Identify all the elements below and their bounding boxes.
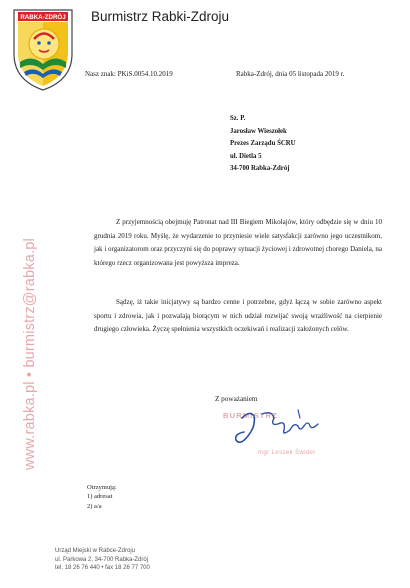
city-crest-logo bbox=[10, 6, 76, 92]
list-item: 1) adresat bbox=[87, 493, 113, 501]
closing-greeting: Z poważaniem bbox=[215, 395, 258, 403]
reference-number: Nasz znak: PKiS.0054.10.2019 bbox=[85, 70, 173, 78]
recipient-position: Prezes Zarządu ŚCRU bbox=[230, 140, 296, 148]
recipient-name: Jarosław Wieszołek bbox=[230, 127, 287, 135]
footer-address bbox=[55, 547, 150, 573]
side-contact-strip: www.rabka.pl • burmistrz@rabka.pl bbox=[22, 238, 38, 470]
recipients-heading: Otrzymują: bbox=[87, 484, 117, 491]
handwritten-signature bbox=[228, 400, 328, 452]
document-header-title: Burmistrz Rabki-Zdroju bbox=[91, 9, 230, 24]
recipient-city: 34-700 Rabka-Zdrój bbox=[230, 165, 290, 173]
recipient-salutation: Sz. P. bbox=[230, 115, 246, 122]
paragraph-1-text: Z przyjemnością obejmuję Patronat nad III Biegiem Mikołajów, który odbędzie się w dniu 10 grudnia 2019 roku. Myślę, że wydarzenie to przyniesie wiele satysfakcji zarówno jego uczestnikom, jak i organizatorom oraz przyczyni się do poprawy sytuacji życiowej i zdrowotnej chorego Daniela, na którego rzecz organizowana jest powyższa impreza. bbox=[94, 218, 382, 267]
letter-paragraph-2 bbox=[94, 296, 382, 337]
official-stamp-title: BURMISTRZ bbox=[223, 411, 278, 420]
footer-office: Urząd Miejski w Rabce-Zdroju bbox=[55, 548, 136, 554]
recipients-list bbox=[87, 483, 117, 511]
letter-paragraph-1 bbox=[94, 216, 382, 270]
recipient-street: ul. Dietla 5 bbox=[230, 152, 262, 160]
footer-contact: tel. 18 26 76 440 • fax 18 26 77 700 bbox=[55, 565, 150, 572]
paragraph-2-text: Sądzę, iż takie inicjatywy są bardzo cenne i potrzebne, gdyż łączą w sobie zarówno aspekt sportu i zdrowia, jak i pozwalają biorącym w nich udział rozwijać swoją wrażliwość na cierpienie drugiego człowieka. Życzę spełnienia wszystkich oczekiwań i realizacji założonych celów. bbox=[94, 298, 382, 334]
footer-street: ul. Parkowa 2, 34-700 Rabka-Zdrój bbox=[55, 556, 149, 563]
list-item: 2) a/a bbox=[87, 502, 102, 510]
place-and-date: Rabka-Zdrój, dnia 05 listopada 2019 r. bbox=[236, 70, 345, 78]
recipient-address-block bbox=[230, 113, 296, 176]
official-stamp-name: mgr Leszek Świder bbox=[258, 450, 316, 456]
crest-label: RABKA-ZDRÓJ bbox=[20, 14, 66, 22]
